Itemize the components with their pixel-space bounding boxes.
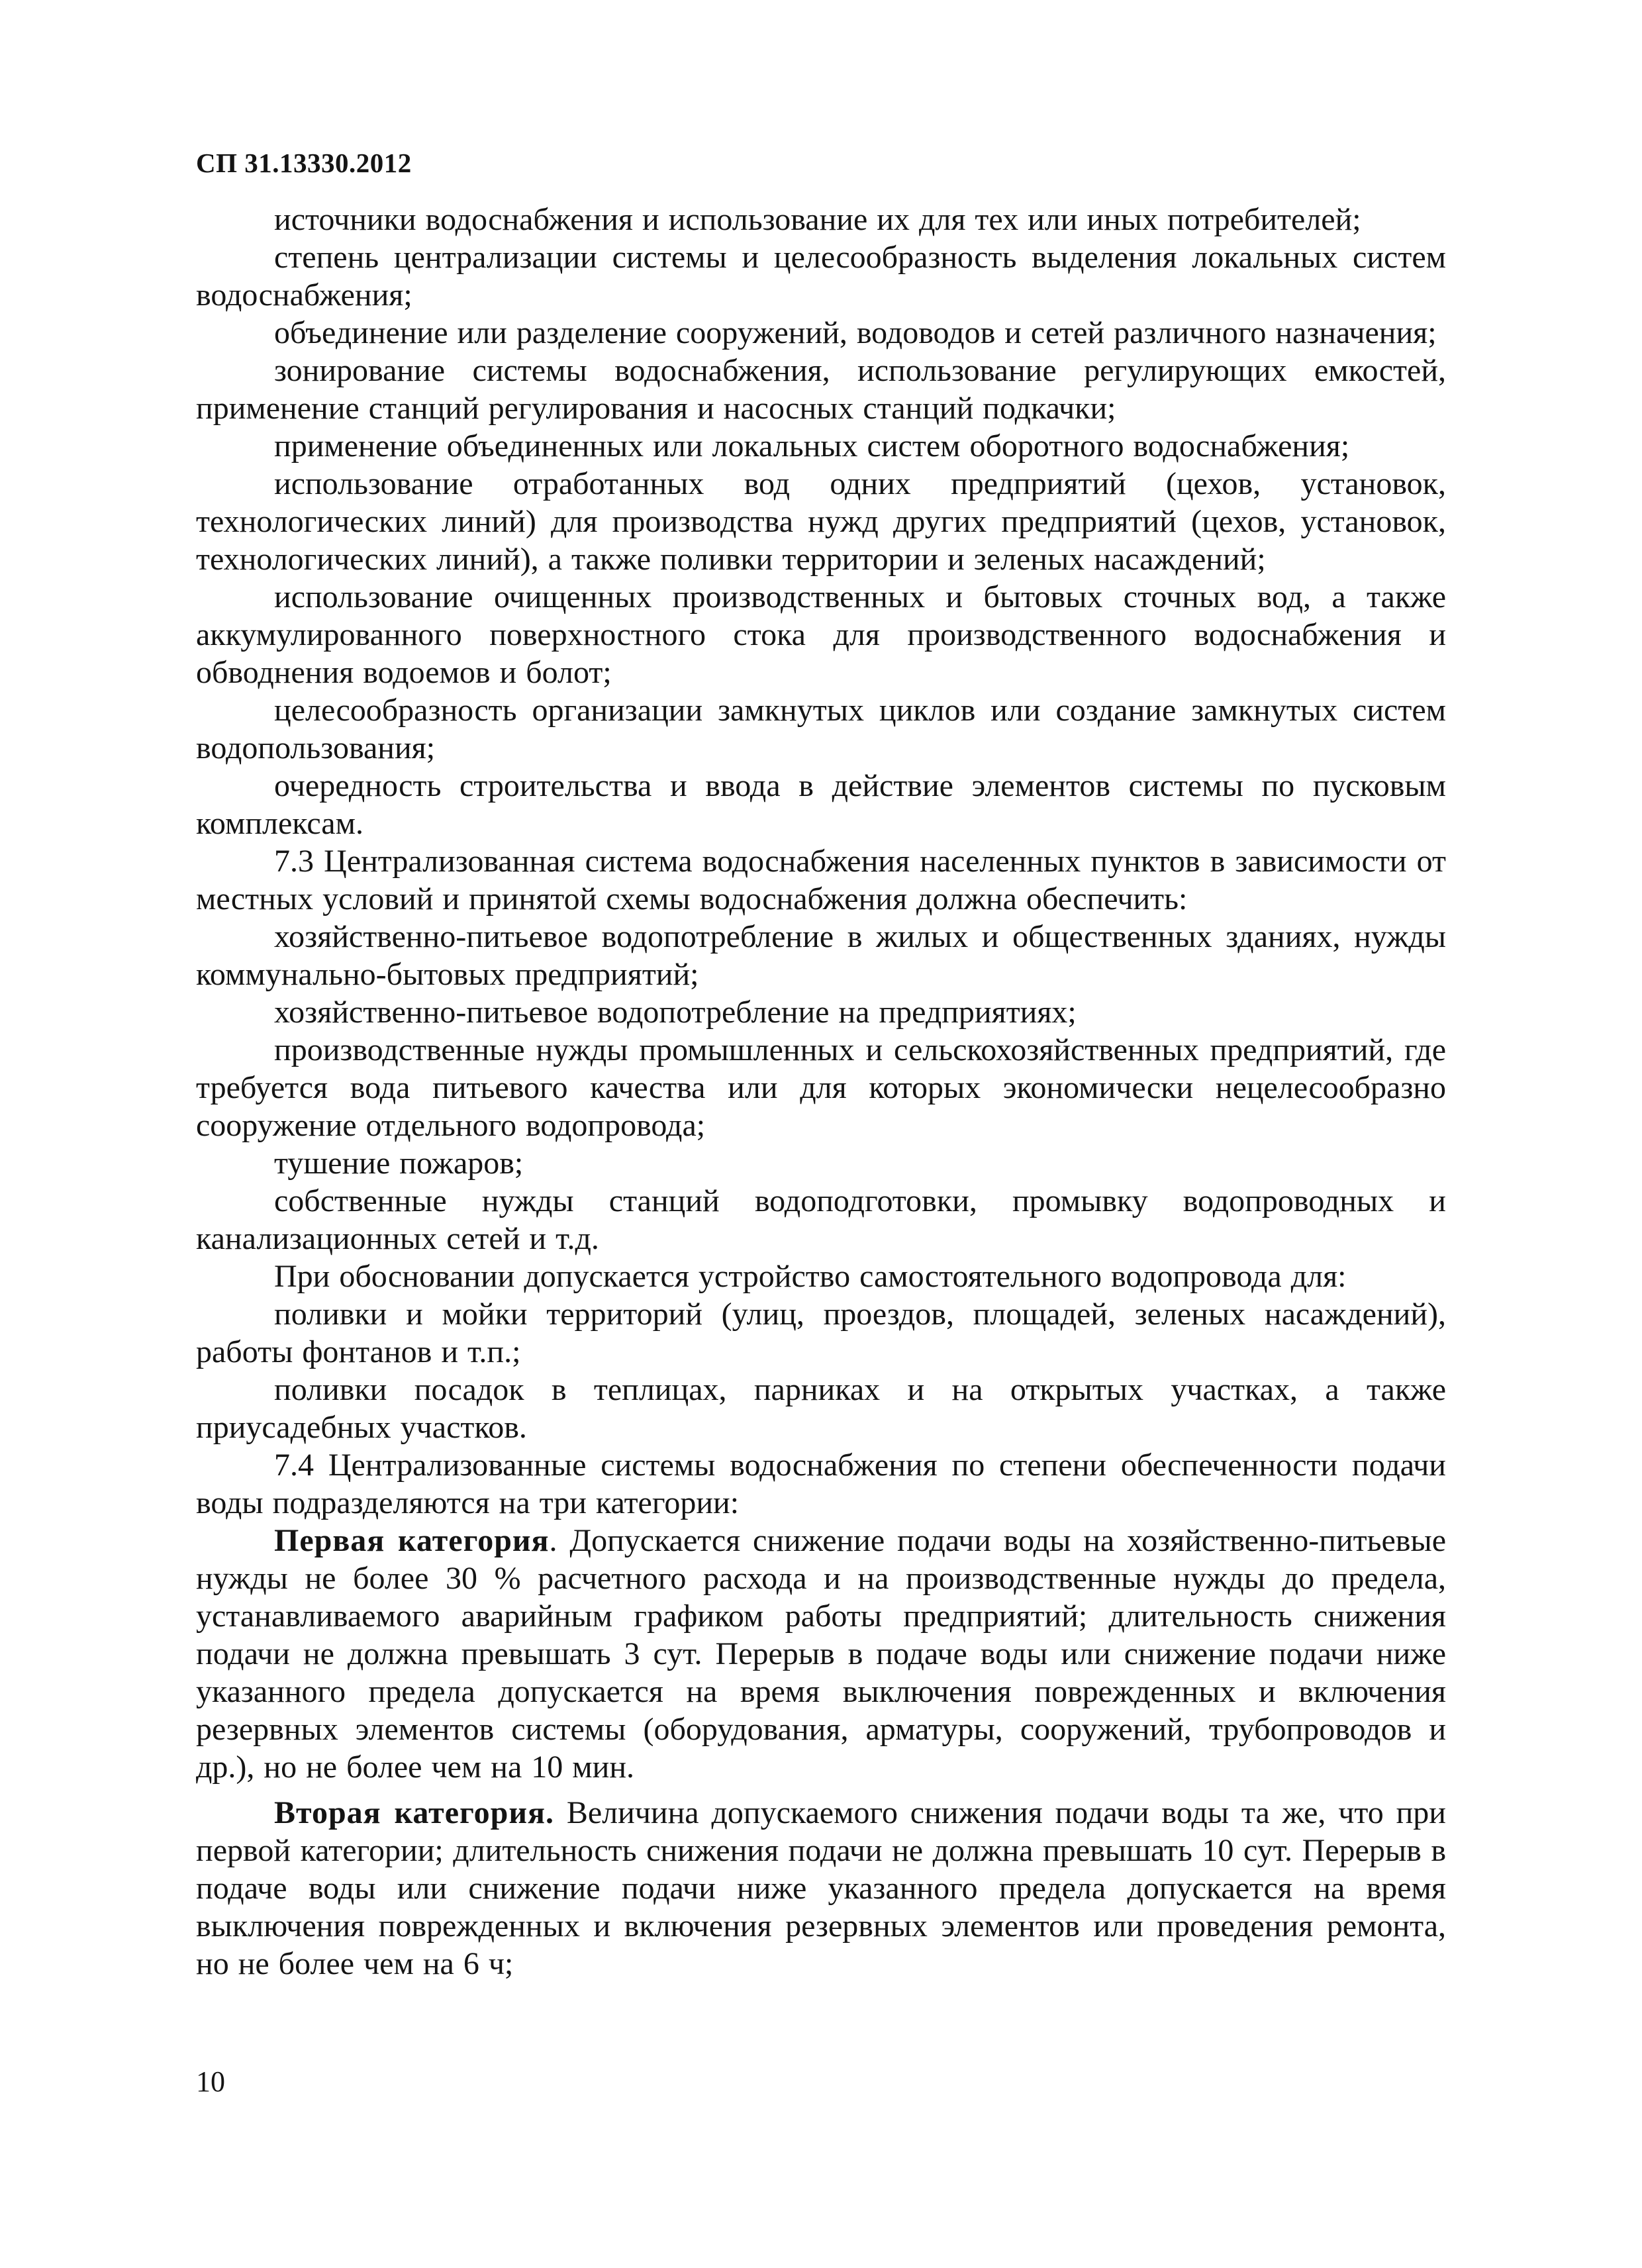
paragraph: использование отработанных вод одних предприятий (цехов, установок, технологических линий) для производства нужд других предприятий (цехов, установок, технологических линий), а также поливки территории и зеленых насаждений;: [196, 466, 1446, 577]
paragraph: тушение пожаров;: [274, 1146, 524, 1181]
paragraph: целесообразность организации замкнутых циклов или создание замкнутых систем водопользования;: [196, 693, 1446, 765]
category-first-lead: Первая категория: [274, 1523, 550, 1558]
paragraph: использование очищенных производственных и бытовых сточных вод, а также аккумулированного поверхностного стока для производственного водоснабжения и обводнения водоемов и болот;: [196, 579, 1446, 690]
paragraph: поливки посадок в теплицах, парниках и на открытых участках, а также приусадебных участков.: [196, 1372, 1446, 1445]
paragraph: производственные нужды промышленных и сельскохозяйственных предприятий, где требуется вода питьевого качества или для которых экономически нецелесообразно сооружение отдельного водопровода;: [196, 1032, 1446, 1143]
paragraph: источники водоснабжения и использование их для тех или иных потребителей;: [274, 202, 1361, 237]
category-second-lead: Вторая категория.: [274, 1795, 554, 1830]
category-second-text: Величина допускаемого снижения подачи воды та же, что при первой категории; длительность снижения подачи не должна превышать 10 сут. Перерыв в подаче воды или снижение подачи ниже указанного предела допускается на время выключения поврежденных и включения резервных элементов или проведения ремонта, но не более чем на 6 ч;: [196, 1795, 1446, 1981]
category-first-text: . Допускается снижение подачи воды на хозяйственно-питьевые нужды не более 30 % расчетного расхода и на производственные нужды до предела, устанавливаемого аварийным графиком работы предприятий; длительность снижения подачи не должна превышать 3 сут. Перерыв в подаче воды или снижение подачи ниже указанного предела допускается на время выключения поврежденных и включения резервных элементов системы (оборудования, арматуры, сооружений, трубопроводов и др.), но не более чем на 10 мин.: [196, 1523, 1447, 1785]
paragraph: очередность строительства и ввода в действие элементов системы по пусковым комплексам.: [196, 768, 1446, 841]
section-7-3: 7.3 Централизованная система водоснабжения населенных пунктов в зависимости от местных условий и принятой схемы водоснабжения должна обеспечить:: [196, 844, 1446, 916]
paragraph: хозяйственно-питьевое водопотребление на предприятиях;: [274, 995, 1077, 1030]
page-number: 10: [196, 2065, 225, 2098]
category-second: [196, 1794, 1446, 1983]
paragraph: применение объединенных или локальных систем оборотного водоснабжения;: [274, 428, 1350, 464]
paragraph: поливки и мойки территорий (улиц, проездов, площадей, зеленых насаждений), работы фонтанов и т.п.;: [196, 1297, 1446, 1369]
paragraph: объединение или разделение сооружений, водоводов и сетей различного назначения;: [274, 315, 1437, 350]
paragraph: степень централизации системы и целесообразность выделения локальных систем водоснабжения;: [196, 240, 1446, 313]
section-7-4: 7.4 Централизованные системы водоснабжения по степени обеспеченности подачи воды подразделяются на три категории:: [196, 1448, 1446, 1520]
paragraph: собственные нужды станций водоподготовки, промывку водопроводных и канализационных сетей и т.д.: [196, 1183, 1446, 1256]
category-first: [196, 1522, 1446, 1786]
paragraph: хозяйственно-питьевое водопотребление в жилых и общественных зданиях, нужды коммунально-бытовых предприятий;: [196, 919, 1446, 992]
document-code: СП 31.13330.2012: [196, 148, 412, 178]
body-text: [196, 201, 1446, 1983]
paragraph: зонирование системы водоснабжения, использование регулирующих емкостей, применение станций регулирования и насосных станций подкачки;: [196, 353, 1446, 426]
paragraph: При обосновании допускается устройство самостоятельного водопровода для:: [274, 1259, 1347, 1294]
